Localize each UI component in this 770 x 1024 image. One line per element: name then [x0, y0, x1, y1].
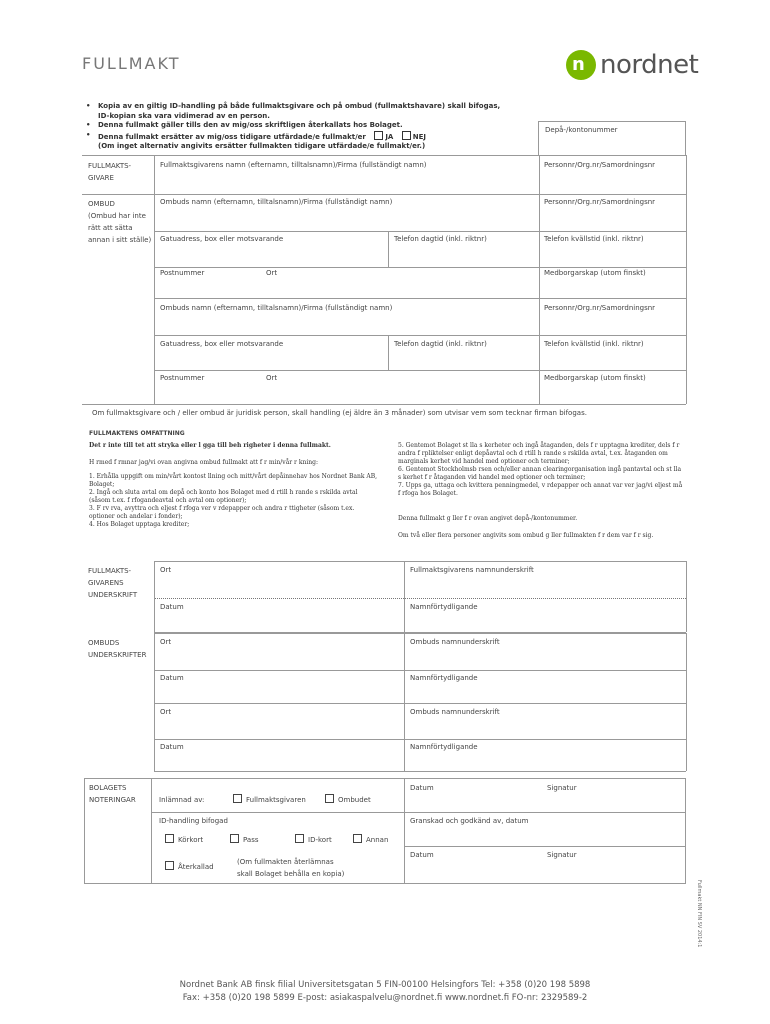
ombud1-phone-day-field[interactable]: Telefon dagtid (inkl. riktnr): [394, 235, 487, 243]
givare-signature-side-label: FULLMAKTS- GIVARENS UNDERSKRIFT: [88, 567, 138, 599]
ombud-signature-section: [154, 633, 686, 771]
instruction-item: • Kopia av en giltig ID-handling på både fullmaktsgivare och på ombud (fullmaktshavare) skall bifogas, ID-kopian ska vara vidimerad av en person.: [86, 102, 500, 121]
givare-ort-field[interactable]: Ort: [160, 566, 172, 574]
ombud2-postnr-field[interactable]: Postnummer: [160, 374, 205, 382]
inlamnad-label: Inlämnad av:: [159, 796, 205, 804]
givare-signature-section: [154, 561, 686, 633]
ja-checkbox[interactable]: [374, 131, 383, 140]
ombud2-pnr-field[interactable]: Personnr/Org.nr/Samordningsnr: [544, 304, 656, 312]
ombud-side-label: OMBUD (Ombud har inte rätt att sätta annan i sitt ställe): [88, 200, 152, 244]
fullmaktsgivaren-option: Fullmaktsgivaren: [233, 794, 306, 804]
omfattning-items-right: 5. Gentemot Bolaget st lla s kerheter och ingå åtaganden, dels f r upptagna krediter, dels f r andra f rpliktelser enligt depåavtal och d rtill h rande s rskilda avtal, t.ex. åtaganden om marginals kerhet vid handel med optioner och terminer; 6. Gentemot Stockholmsb rsen och/eller annan clearingorganisation ingå pantavtal och st lla s kerhet f r åtaganden vid handel med optioner och terminer; 7. Upps ga, uttaga och kvittera penningmedel, v rdepapper och annat var ver jag/vi eljest må f rfoga hos Bolaget.: [398, 442, 683, 497]
depa-field[interactable]: [538, 121, 686, 156]
notes-signatur-field[interactable]: Signatur: [547, 784, 577, 792]
ombud2-phone-day-field[interactable]: Telefon dagtid (inkl. riktnr): [394, 340, 487, 348]
givare-pnr-field[interactable]: Personnr/Org.nr/Samordningsnr: [544, 161, 656, 169]
validity-note: Denna fullmakt g ller f r ovan angivet depå-/kontonummer.: [398, 515, 578, 522]
ombud1-signature-field[interactable]: Ombuds namnunderskrift: [410, 638, 500, 646]
aterkallad-note: (Om fullmakten återlämnas skall Bolaget behålla en kopia): [237, 858, 345, 878]
form-code: Fullmakt NN FIN SV 2014:1: [696, 880, 702, 948]
ombud2-sign-datum-field[interactable]: Datum: [160, 743, 184, 751]
ombud1-ort-field[interactable]: Ort: [266, 269, 278, 277]
depa-label: Depå-/kontonummer: [545, 126, 618, 134]
annan-checkbox[interactable]: [353, 834, 362, 843]
notes-signatur2-field[interactable]: Signatur: [547, 851, 577, 859]
footer-line-2: Fax: +358 (0)20 198 5899 E-post: asiakaspalvelu@nordnet.fi www.nordnet.fi FO-nr: 2329589-2: [182, 993, 588, 1003]
ombud2-signature-field[interactable]: Ombuds namnunderskrift: [410, 708, 500, 716]
ombud2-phone-eve-field[interactable]: Telefon kvällstid (inkl. riktnr): [544, 340, 644, 348]
givare-name-field[interactable]: Fullmaktsgivarens namn (efternamn, tilltalsnamn)/Firma (fullständigt namn): [160, 161, 427, 169]
footer-line-1: Nordnet Bank AB finsk filial Universitetsgatan 5 FIN-00100 Helsingfors Tel: +358 (0)20 198 5898: [179, 980, 591, 990]
id-kort-option: ID-kort: [295, 834, 332, 844]
ombudet-checkbox[interactable]: [325, 794, 334, 803]
notes-datum-field[interactable]: Datum: [410, 784, 434, 792]
ombud2-address-field[interactable]: Gatuadress, box eller motsvarande: [160, 340, 284, 348]
ombud1-phone-eve-field[interactable]: Telefon kvällstid (inkl. riktnr): [544, 235, 644, 243]
ombud1-address-field[interactable]: Gatuadress, box eller motsvarande: [160, 235, 284, 243]
id-handling-label: ID-handling bifogad: [159, 817, 228, 825]
aterkallad-checkbox[interactable]: [165, 861, 174, 870]
ombud1-pnr-field[interactable]: Personnr/Org.nr/Samordningsnr: [544, 198, 656, 206]
ombud1-citizenship-field[interactable]: Medborgarskap (utom finskt): [544, 269, 646, 277]
korkort-option: Körkort: [165, 834, 203, 844]
omfattning-lead: H rmed f rmnar jag/vi ovan angivna ombud fullmakt att f r min/vår r kning:: [89, 459, 318, 466]
ombud2-citizenship-field[interactable]: Medborgarskap (utom finskt): [544, 374, 646, 382]
ombud2-clarify-field[interactable]: Namnförtydligande: [410, 743, 478, 751]
form-title: FULLMAKT: [82, 54, 181, 73]
ombud1-postnr-field[interactable]: Postnummer: [160, 269, 205, 277]
givare-side-label: FULLMAKTS- GIVARE: [88, 162, 132, 182]
ombudet-option: Ombudet: [325, 794, 371, 804]
brand-name: nordnet: [600, 50, 699, 80]
instruction-item: • Denna fullmakt gäller tills den av mig/oss skriftligen återkallats hos Bolaget.: [86, 121, 500, 131]
annan-option: Annan: [353, 834, 388, 844]
ombud1-name-field[interactable]: Ombuds namn (efternamn, tilltalsnamn)/Firma (fullständigt namn): [160, 198, 393, 206]
nordnet-logo-icon: n: [566, 50, 596, 80]
company-notes-side-label: BOLAGETS NOTERINGAR: [89, 784, 136, 804]
ombud1-sign-datum-field[interactable]: Datum: [160, 674, 184, 682]
ombud1-clarify-field[interactable]: Namnförtydligande: [410, 674, 478, 682]
notes-datum2-field[interactable]: Datum: [410, 851, 434, 859]
givare-datum-field[interactable]: Datum: [160, 603, 184, 611]
ombud-signature-side-label: OMBUDS UNDERSKRIFTER: [88, 639, 147, 659]
ombud2-sign-ort-field[interactable]: Ort: [160, 708, 172, 716]
omfattning-intro: Det r inte till tet att stryka eller l gga till beh righeter i denna fullmakt.: [89, 442, 331, 449]
givare-clarify-field[interactable]: Namnförtydligande: [410, 603, 478, 611]
instruction-item: • Denna fullmakt ersätter av mig/oss tidigare utfärdade/e fullmakt/er JA NEJ (Om inget alternativ angivits ersätter fullmakten tidigare utfärdade/e fullmakt/er.): [86, 131, 500, 152]
ombud2-name-field[interactable]: Ombuds namn (efternamn, tilltalsnamn)/Firma (fullständigt namn): [160, 304, 393, 312]
granskad-field[interactable]: Granskad och godkänd av, datum: [410, 817, 529, 825]
juridisk-note: Om fullmaktsgivare och / eller ombud är juridisk person, skall handling (ej äldre än 3 månader) som utvisar vem som tecknar firman bifogas.: [92, 409, 587, 417]
pass-checkbox[interactable]: [230, 834, 239, 843]
givare-signature-field[interactable]: Fullmaktsgivarens namnunderskrift: [410, 566, 534, 574]
party-section: [82, 155, 686, 405]
korkort-checkbox[interactable]: [165, 834, 174, 843]
pass-option: Pass: [230, 834, 259, 844]
omfattning-heading: FULLMAKTENS OMFATTNING: [89, 430, 185, 437]
multiple-ombud-note: Om två eller flera personer angivits som ombud g ller fullmakten f r dem var f r sig.: [398, 532, 654, 539]
company-notes-section: [84, 778, 686, 884]
instructions-list: [86, 102, 500, 152]
fullmaktsgivaren-checkbox[interactable]: [233, 794, 242, 803]
ombud1-sign-ort-field[interactable]: Ort: [160, 638, 172, 646]
omfattning-items-left: 1. Erhålla uppgift om min/vårt kontost llning och mitt/vårt depåinnehav hos Nordnet Bank AB, Bolaget; 2. Ingå och sluta avtal om depå och konto hos Bolaget med d rtill h rande s rskilda avtal (såsom t.ex. f rfogandeavtal och avtal om optioner); 3. F rv rva, avyttra och eljest f rfoga ver v rdepapper och andra r ttigheter (såsom t.ex. optioner och andelar i fonder); 4. Hos Bolaget upptaga krediter;: [89, 473, 378, 528]
id-kort-checkbox[interactable]: [295, 834, 304, 843]
aterkallad-option: Återkallad: [165, 861, 214, 871]
ombud2-ort-field[interactable]: Ort: [266, 374, 278, 382]
nej-checkbox[interactable]: [402, 131, 411, 140]
nordnet-logo: [566, 50, 699, 84]
